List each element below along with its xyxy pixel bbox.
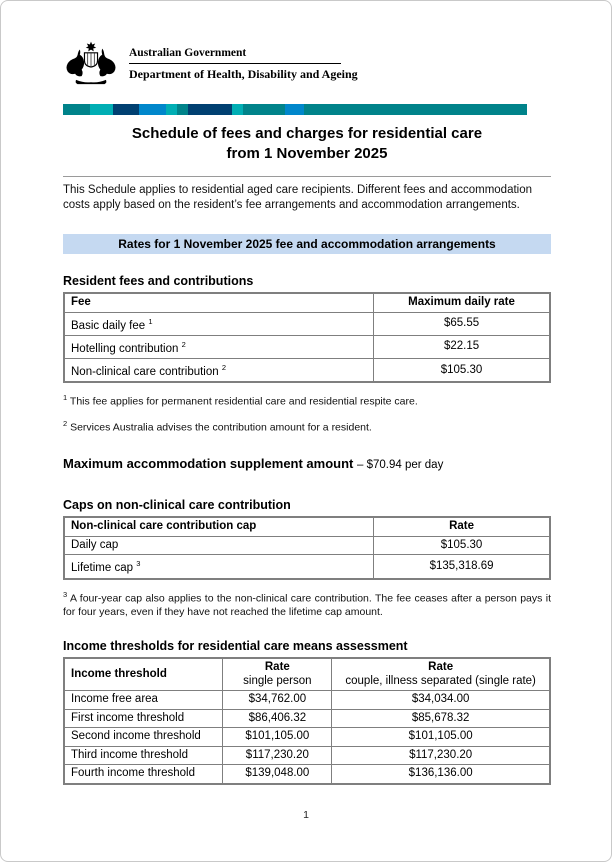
income-thresholds-heading: Income thresholds for residential care means assessment bbox=[63, 639, 408, 654]
table-header-row bbox=[64, 293, 550, 312]
footnote-text: This fee applies for permanent residential care and residential respite care. bbox=[69, 395, 418, 408]
table-row bbox=[64, 359, 550, 383]
col-header-income-threshold: Income threshold bbox=[64, 658, 223, 691]
threshold-label: First income threshold bbox=[64, 709, 223, 728]
threshold-label: Fourth income threshold bbox=[64, 765, 223, 784]
threshold-couple-value: $101,105.00 bbox=[332, 728, 550, 747]
kangaroo bbox=[67, 50, 85, 77]
header-line1: Rate bbox=[264, 661, 290, 674]
color-bar-segment bbox=[113, 104, 139, 115]
color-bar-segment bbox=[243, 104, 285, 115]
color-bar-segment bbox=[188, 104, 232, 115]
col-header-rate-couple bbox=[332, 658, 550, 691]
header-line2: couple, illness separated (single rate) bbox=[345, 674, 536, 687]
document-title-line1: Schedule of fees and charges for residential care bbox=[131, 125, 483, 142]
fee-label-text: Hotelling contribution bbox=[71, 342, 179, 355]
threshold-label: Third income threshold bbox=[64, 746, 223, 765]
intro-paragraph: This Schedule applies to residential aged care recipients. Different fees and accommodation costs apply based on the resident’s fee arrangements and accommodation arrangements. bbox=[63, 184, 533, 211]
coat-of-arms-icon bbox=[63, 40, 119, 88]
color-bar-segment bbox=[90, 104, 113, 115]
accommodation-supplement-line bbox=[63, 456, 551, 471]
footnote-marker: 2 bbox=[221, 363, 227, 373]
color-bar-segment bbox=[166, 104, 177, 115]
footnote-marker: 1 bbox=[148, 316, 153, 326]
fee-label-text: Basic daily fee bbox=[71, 319, 146, 332]
threshold-single-value: $117,230.20 bbox=[223, 746, 332, 765]
cap-value: $105.30 bbox=[374, 536, 550, 555]
footnote-text: Services Australia advises the contribution amount for a resident. bbox=[70, 421, 372, 434]
col-header-rate: Rate bbox=[374, 517, 550, 536]
government-titles bbox=[129, 47, 358, 81]
fee-label bbox=[64, 312, 374, 335]
gov-divider bbox=[129, 63, 341, 64]
color-bar-segment bbox=[285, 104, 304, 115]
scroll bbox=[76, 80, 107, 84]
fee-label bbox=[64, 359, 374, 383]
color-bar-segment bbox=[304, 104, 527, 115]
gov-title: Australian Government bbox=[129, 47, 247, 59]
threshold-couple-value: $85,678.32 bbox=[332, 709, 550, 728]
threshold-single-value: $86,406.32 bbox=[223, 709, 332, 728]
star bbox=[86, 42, 96, 52]
threshold-couple-value: $136,136.00 bbox=[332, 765, 550, 784]
table-row bbox=[64, 746, 550, 765]
cap-label bbox=[64, 555, 374, 579]
resident-fees-heading: Resident fees and contributions bbox=[63, 274, 254, 288]
fee-value: $22.15 bbox=[374, 335, 550, 358]
footnote-1 bbox=[63, 391, 551, 409]
header-line1: Rate bbox=[428, 661, 454, 674]
cap-value: $135,318.69 bbox=[374, 555, 550, 579]
emu bbox=[98, 49, 116, 77]
footnote-text: A four-year cap also applies to the non-clinical care contribution. The fee ceases after a person pays it for four years, even if they have not reached the lifetime cap amount. bbox=[63, 592, 552, 618]
color-bar-segment bbox=[232, 104, 243, 115]
fee-label-text: Non-clinical care contribution bbox=[71, 365, 219, 378]
table-row bbox=[64, 335, 550, 358]
header-line2: single person bbox=[243, 674, 312, 687]
color-bar-segment bbox=[139, 104, 166, 115]
caps-heading: Caps on non-clinical care contribution bbox=[63, 498, 291, 513]
footnote-3 bbox=[63, 588, 551, 620]
col-header-max-daily-rate: Maximum daily rate bbox=[374, 293, 550, 312]
footnote-marker: 3 bbox=[63, 589, 68, 599]
threshold-single-value: $101,105.00 bbox=[223, 728, 332, 747]
dept-title: Department of Health, Disability and Ageing bbox=[129, 67, 358, 81]
threshold-single-value: $34,762.00 bbox=[223, 691, 332, 710]
table-row bbox=[64, 709, 550, 728]
color-bar-segment bbox=[177, 104, 188, 115]
footnote-marker: 3 bbox=[136, 559, 141, 569]
table-row bbox=[64, 312, 550, 335]
accommodation-supplement-heading: Maximum accommodation supplement amount bbox=[63, 456, 354, 472]
government-header bbox=[63, 40, 551, 88]
footnote-marker: 1 bbox=[63, 393, 68, 403]
footnote-marker: 2 bbox=[63, 419, 68, 429]
rates-banner: Rates for 1 November 2025 fee and accommodation arrangements bbox=[63, 234, 551, 254]
footnote-2 bbox=[63, 417, 551, 435]
footnote-marker: 2 bbox=[181, 339, 186, 349]
threshold-single-value: $139,048.00 bbox=[223, 765, 332, 784]
table-row bbox=[64, 765, 550, 784]
brand-color-bar bbox=[63, 104, 527, 115]
cap-label: Daily cap bbox=[64, 536, 374, 555]
page-number: 1 bbox=[303, 809, 309, 821]
document-title-line2: from 1 November 2025 bbox=[226, 145, 388, 162]
table-header-row bbox=[64, 517, 550, 536]
table-row bbox=[64, 536, 550, 555]
col-header-fee: Fee bbox=[64, 293, 374, 312]
table-row bbox=[64, 691, 550, 710]
table-row bbox=[64, 555, 550, 579]
threshold-label: Second income threshold bbox=[64, 728, 223, 747]
fee-value: $105.30 bbox=[374, 359, 550, 383]
col-header-cap: Non-clinical care contribution cap bbox=[64, 517, 374, 536]
threshold-couple-value: $117,230.20 bbox=[332, 746, 550, 765]
cap-label-text: Lifetime cap bbox=[71, 562, 134, 575]
color-bar-segment bbox=[63, 104, 90, 115]
accommodation-supplement-value: – $70.94 per day bbox=[357, 459, 444, 472]
col-header-rate-single bbox=[223, 658, 332, 691]
table-header-row bbox=[64, 658, 550, 691]
fee-label bbox=[64, 335, 374, 358]
horizontal-rule bbox=[63, 176, 551, 177]
income-thresholds-table bbox=[63, 657, 551, 785]
resident-fees-table bbox=[63, 292, 551, 383]
threshold-couple-value: $34,034.00 bbox=[332, 691, 550, 710]
fee-value: $65.55 bbox=[374, 312, 550, 335]
threshold-label: Income free area bbox=[64, 691, 223, 710]
caps-table bbox=[63, 516, 551, 579]
document-title bbox=[63, 124, 551, 164]
table-row bbox=[64, 728, 550, 747]
